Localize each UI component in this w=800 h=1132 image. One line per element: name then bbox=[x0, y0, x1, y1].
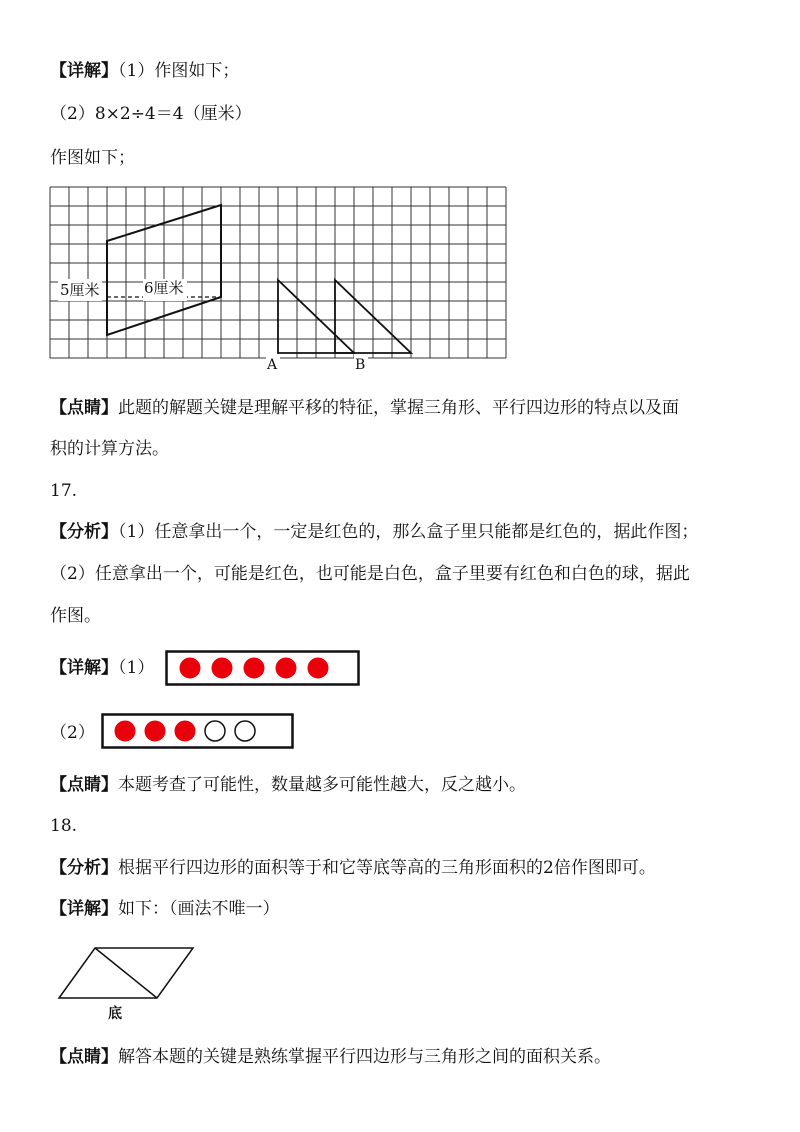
white-ball bbox=[235, 721, 255, 741]
p17-analysis-line-3: 作图。 bbox=[50, 606, 101, 626]
red-ball bbox=[276, 658, 296, 678]
label-5cm: 5厘米 bbox=[60, 281, 100, 299]
red-ball bbox=[212, 658, 232, 678]
p17-analysis-line-1 bbox=[50, 521, 698, 543]
detail-tag: 【详解】 bbox=[50, 658, 118, 678]
label-6cm: 6厘米 bbox=[144, 279, 184, 297]
p17-detail-line-1 bbox=[50, 657, 154, 679]
p18-comment-line bbox=[50, 1046, 611, 1068]
p16-grid-figure bbox=[48, 185, 510, 375]
red-ball bbox=[244, 658, 264, 678]
red-ball bbox=[175, 721, 195, 741]
detail-tag: 【详解】 bbox=[50, 61, 118, 81]
detail-text: 如下：（画法不唯一） bbox=[118, 899, 280, 919]
p16-detail-line bbox=[50, 60, 239, 82]
red-ball bbox=[145, 721, 165, 741]
analysis-tag: 【分析】 bbox=[50, 522, 118, 542]
comment-tag: 【点睛】 bbox=[50, 1047, 118, 1067]
comment-text: 本题考查了可能性，数量越多可能性越大，反之越小。 bbox=[118, 775, 526, 795]
analysis-text: （1）任意拿出一个，一定是红色的，那么盒子里只能都是红色的，据此作图； bbox=[118, 522, 699, 542]
point-b-label: B bbox=[355, 357, 366, 373]
p18-number: 18. bbox=[50, 816, 78, 836]
p17-analysis-line-2: （2）任意拿出一个，可能是红色，也可能是白色，盒子里要有红色和白色的球，据此 bbox=[50, 564, 690, 584]
comment-text: 解答本题的关键是熟练掌握平行四边形与三角形之间的面积关系。 bbox=[118, 1047, 611, 1067]
p17-comment-line bbox=[50, 774, 526, 796]
comment-text: 此题的解题关键是理解平移的特征，掌握三角形、平行四边形的特点以及面 bbox=[118, 398, 679, 418]
p16-comment-line-2: 积的计算方法。 bbox=[50, 439, 169, 459]
p17-detail-label-2: （2） bbox=[50, 723, 95, 743]
p18-analysis-line bbox=[50, 857, 656, 879]
p17-number: 17. bbox=[50, 481, 78, 501]
detail-text: （1）作图如下； bbox=[118, 61, 240, 81]
p18-detail-line bbox=[50, 898, 280, 920]
comment-tag: 【点睛】 bbox=[50, 398, 118, 418]
p16-draw-note: 作图如下； bbox=[50, 148, 135, 168]
comment-tag: 【点睛】 bbox=[50, 775, 118, 795]
white-ball bbox=[205, 721, 225, 741]
red-ball bbox=[115, 721, 135, 741]
diagonal-line bbox=[95, 948, 157, 998]
analysis-tag: 【分析】 bbox=[50, 858, 118, 878]
analysis-text: 根据平行四边形的面积等于和它等底等高的三角形面积的2倍作图即可。 bbox=[118, 858, 656, 878]
p16-comment-line-1 bbox=[50, 397, 679, 419]
base-label: 底 bbox=[108, 1006, 122, 1022]
point-a-label: A bbox=[267, 357, 278, 373]
red-ball bbox=[308, 658, 328, 678]
red-ball bbox=[180, 658, 200, 678]
detail-label-1: （1） bbox=[118, 658, 155, 678]
detail-tag: 【详解】 bbox=[50, 899, 118, 919]
ball-box-1 bbox=[165, 650, 363, 688]
p18-parallelogram-figure bbox=[50, 940, 210, 1024]
ball-box-2 bbox=[101, 713, 296, 751]
p16-calculation: （2）8×2÷4＝4（厘米） bbox=[50, 104, 252, 124]
